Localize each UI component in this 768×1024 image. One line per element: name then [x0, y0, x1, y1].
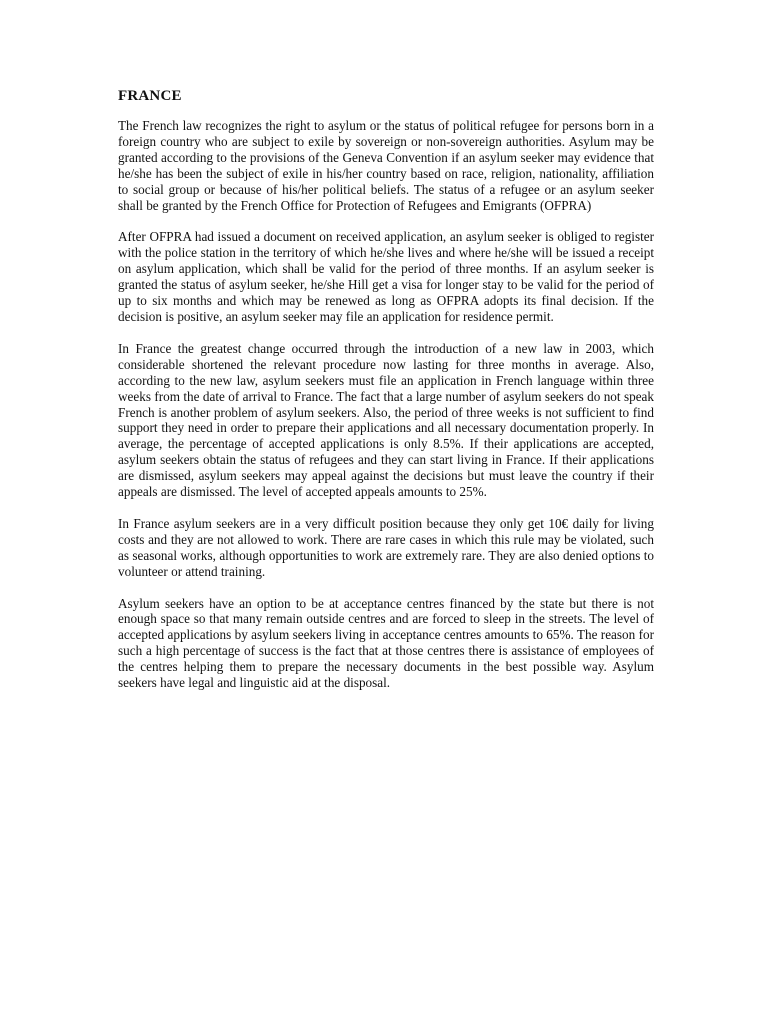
document-body [118, 86, 654, 707]
page-title: FRANCE [118, 88, 182, 104]
paragraph-living-costs: In France asylum seekers are in a very difficult position because they only get 10€ daily for living costs and they are not allowed to work. There are rare cases in which this rule may be violated, such as seasonal works, although opportunities to work are extremely rare. They are also denied options to volunteer or attend training. [118, 515, 654, 579]
paragraph-asylum-law: The French law recognizes the right to asylum or the status of political refugee for persons born in a foreign country who are subject to exile by sovereign or non-sovereign authorities. Asylum may be granted according to the provisions of the Geneva Convention if an asylum seeker may evidence that he/she has been the subject of exile in his/her country based on race, religion, nationality, affiliation to social group or because of his/her political beliefs. The status of a refugee or an asylum seeker shall be granted by the French Office for Protection of Refugees and Emigrants (OFPRA) [118, 118, 654, 213]
paragraph-acceptance-centres: Asylum seekers have an option to be at acceptance centres financed by the state but there is not enough space so that many remain outside centres and are forced to sleep in the streets. The level of accepted applications by asylum seekers living in acceptance centres amounts to 65%. The reason for such a high percentage of success is the fact that at those centres there is assistance of employees of the centres helping them to prepare the necessary documents in the best possible way. Asylum seekers have legal and linguistic aid at the disposal. [118, 595, 654, 691]
paragraph-registration: After OFPRA had issued a document on received application, an asylum seeker is obliged to register with the police station in the territory of which he/she lives and where he/she will be issued a receipt on asylum application, which shall be valid for the period of three months. If an asylum seeker is granted the status of asylum seeker, he/she Hill get a visa for longer stay to be valid for the period of up to six months and which may be renewed as long as OFPRA adopts its final decision. If the decision is positive, an asylum seeker may file an application for residence permit. [118, 229, 654, 324]
paragraph-new-law-2003: In France the greatest change occurred through the introduction of a new law in 2003, which considerable shortened the relevant procedure now lasting for three months in average. Also, according to the new law, asylum seekers must file an application in French language within three weeks from the date of arrival to France. The fact that a large number of asylum seekers do not speak French is another problem of asylum seekers. Also, the period of three weeks is not sufficient to find support they need in order to prepare their applications and all necessary documentation properly. In average, the percentage of accepted applications is only 8.5%. If their applications are accepted, asylum seekers obtain the status of refugees and they can start living in France. If their applications are dismissed, asylum seekers may appeal against the decisions but must leave the country if their appeals are dismissed. The level of accepted appeals amounts to 25%. [118, 340, 654, 500]
